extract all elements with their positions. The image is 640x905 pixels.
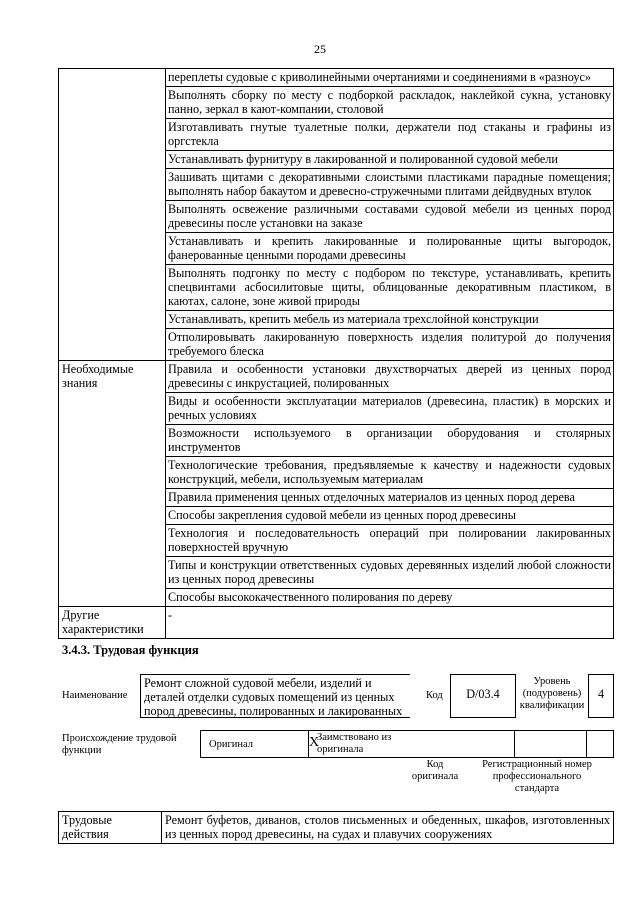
table-row xyxy=(59,69,614,87)
name-label: Наименование xyxy=(62,690,128,701)
action-item: Зашивать щитами с декоративными слоистыми пластиками парадные помещения; выполнять набор бакаутом и древесно-стружечными плитами дейдвудных втулок xyxy=(166,169,614,201)
level-value: 4 xyxy=(588,674,614,718)
knowledge-item: Правила и особенности установки двухстворчатых дверей из ценных пород древесины с инкрустацией, полированных xyxy=(166,361,614,393)
actions-label-cell xyxy=(59,69,166,361)
origin-label: Происхождение трудовой функции xyxy=(62,733,177,756)
action-item: Выполнять подгонку по месту с подбором по текстуре, устанавливать, крепить спецвинтами асбосилитовые щиты, облицованные декоративным пластиком, в каютах, салоне, зоне живой природы xyxy=(166,265,614,311)
action-item: Ремонт буфетов, диванов, столов письменных и обеденных, шкафов, изготовленных из ценных пород древесины, на судах и плавучих сооружениях xyxy=(162,812,614,844)
knowledge-item: Возможности используемого в организации оборудования и столярных инструментов xyxy=(166,425,614,457)
section-title: 3.4.3. Трудовая функция xyxy=(62,643,199,657)
action-item: Отполировывать лакированную поверхность изделия политурой до получения требуемого блеска xyxy=(166,329,614,361)
knowledge-item: Способы закрепления судовой мебели из ценных пород древесины xyxy=(166,507,614,525)
action-item: переплеты судовые с криволинейными очертаниями и соединениями в «разноус» xyxy=(166,69,614,87)
original-label: Оригинал xyxy=(201,731,309,757)
requirements-table xyxy=(58,68,614,639)
action-item: Выполнять сборку по месту с подборкой раскладок, наклейкой сукна, установку панно, зеркал в кают-компании, столовой xyxy=(166,87,614,119)
other-label: Другие характеристики xyxy=(59,607,166,639)
action-item: Устанавливать, крепить мебель из материала трехслойной конструкции xyxy=(166,311,614,329)
table-row xyxy=(59,607,614,639)
knowledge-item: Способы высококачественного полирования по дереву xyxy=(166,589,614,607)
page-number: 25 xyxy=(314,42,326,56)
borrowed-cell xyxy=(309,731,515,757)
table-row xyxy=(59,812,614,844)
knowledge-item: Технологические требования, предъявляемые к качеству и надежности судовых конструкций, мебели, используемым материалам xyxy=(166,457,614,489)
function-header xyxy=(58,674,614,720)
knowledge-item: Технология и последовательность операций при полировании лакированных поверхностей вручную xyxy=(166,525,614,557)
table-row xyxy=(59,361,614,393)
action-item: Устанавливать и крепить лакированные и полированные щиты выгородок, фанерованные ценными породами древесины xyxy=(166,233,614,265)
action-item: Изготавливать гнутые туалетные полки, держатели под стаканы и графины из оргстекла xyxy=(166,119,614,151)
level-label: Уровень (подуровень) квалификации xyxy=(519,676,585,711)
knowledge-item: Типы и конструкции ответственных судовых деревянных изделий любой сложности из ценных пород древесины xyxy=(166,557,614,589)
original-mark: X xyxy=(309,735,320,750)
action-item: Выполнять освежение различными составами судовой мебели из ценных пород древесины после установки на заказе xyxy=(166,201,614,233)
actions-table xyxy=(58,811,614,844)
code-original-caption: Код оригинала xyxy=(411,759,459,782)
other-value: - xyxy=(166,607,614,639)
code-label: Код xyxy=(426,690,443,701)
actions-label: Трудовые действия xyxy=(59,812,162,844)
action-item: Устанавливать фурнитуру в лакированной и полированной судовой мебели xyxy=(166,151,614,169)
knowledge-label: Необходимые знания xyxy=(59,361,166,607)
knowledge-item: Правила применения ценных отделочных материалов из ценных пород дерева xyxy=(166,489,614,507)
origin-row xyxy=(200,730,614,758)
borrowed-label: Заимствовано из оригинала xyxy=(317,732,392,755)
code-value: D/03.4 xyxy=(450,674,516,718)
reg-number-caption: Регистрационный номер профессионального стандарта xyxy=(482,759,592,794)
knowledge-item: Виды и особенности эксплуатации материалов (древесина, пластик) в морских и речных условиях xyxy=(166,393,614,425)
origin-code-cell xyxy=(515,731,587,757)
name-value: Ремонт сложной судовой мебели, изделий и деталей отделки судовых помещений из ценных пород древесины, полированных и лакированных xyxy=(140,674,410,718)
origin-reg-cell xyxy=(587,731,613,757)
